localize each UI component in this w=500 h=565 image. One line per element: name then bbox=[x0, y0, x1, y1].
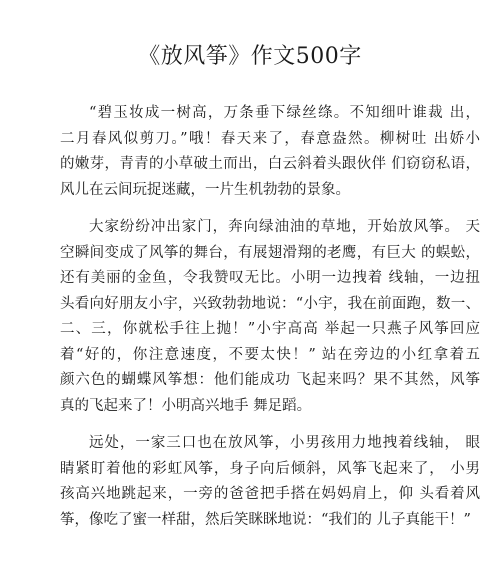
paragraph-line: 头看向好朋友小宇，兴致勃勃地说：“小宇，我在前面跑，数一、 bbox=[60, 295, 480, 312]
paragraph-line: 大家纷纷冲出家门，奔向绿油油的草地，开始放风筝。 天 bbox=[89, 219, 480, 235]
paragraph-line: 真的飞起来了！小明高兴地手 舞足蹈。 bbox=[60, 397, 312, 414]
paragraph-line: 二、三，你就松手往上抛！”小宇高高 举起一只燕子风筝回应 bbox=[60, 321, 480, 337]
paragraph-line: 的嫩芽，青青的小草破土而出，白云斜着头跟伙伴 们窃窃私语， bbox=[60, 156, 480, 172]
paragraph-line: 着“好的，你注意速度，不要太快！” 站在旁边的小红拿着五 bbox=[60, 346, 480, 363]
document-body bbox=[60, 101, 480, 545]
document-title: 《放风筝》作文500字 bbox=[138, 44, 362, 69]
paragraph bbox=[60, 101, 480, 203]
paragraph-line: 还有美丽的金鱼，令我赞叹无比。小明一边拽着 线轴，一边扭 bbox=[60, 270, 480, 286]
paragraph-line: 空瞬间变成了风筝的舞台，有展翅滑翔的老鹰，有巨大 的蜈蚣， bbox=[60, 244, 480, 261]
paragraph bbox=[60, 431, 480, 533]
paragraph-line: 睛紧盯着他的彩虹风筝，身子向后倾斜，风筝飞起来了， 小男 bbox=[60, 460, 480, 477]
paragraph-line: 远处，一家三口也在放风筝，小男孩用力地拽着线轴， 眼 bbox=[89, 435, 480, 451]
paragraph bbox=[60, 215, 480, 419]
paragraph-line: 筝，像吃了蜜一样甜，然后笑眯眯地说：“我们的 儿子真能干！” bbox=[60, 511, 471, 528]
paragraph-line: 颜六色的蝴蝶风筝想：他们能成功 飞起来吗？果不其然，风筝 bbox=[60, 372, 480, 388]
paragraph-line: “碧玉妆成一树高，万条垂下绿丝绦。不知细叶谁裁 出， bbox=[89, 105, 480, 121]
paragraph-line: 风儿在云间玩捉迷藏，一片生机勃勃的景象。 bbox=[60, 181, 350, 198]
paragraph-line: 二月春风似剪刀。”哦！春天来了，春意盎然。柳树吐 出娇小 bbox=[60, 130, 480, 147]
paragraph-line: 孩高兴地跳起来，一旁的爸爸把手搭在妈妈肩上，仰 头看着风 bbox=[60, 486, 480, 502]
